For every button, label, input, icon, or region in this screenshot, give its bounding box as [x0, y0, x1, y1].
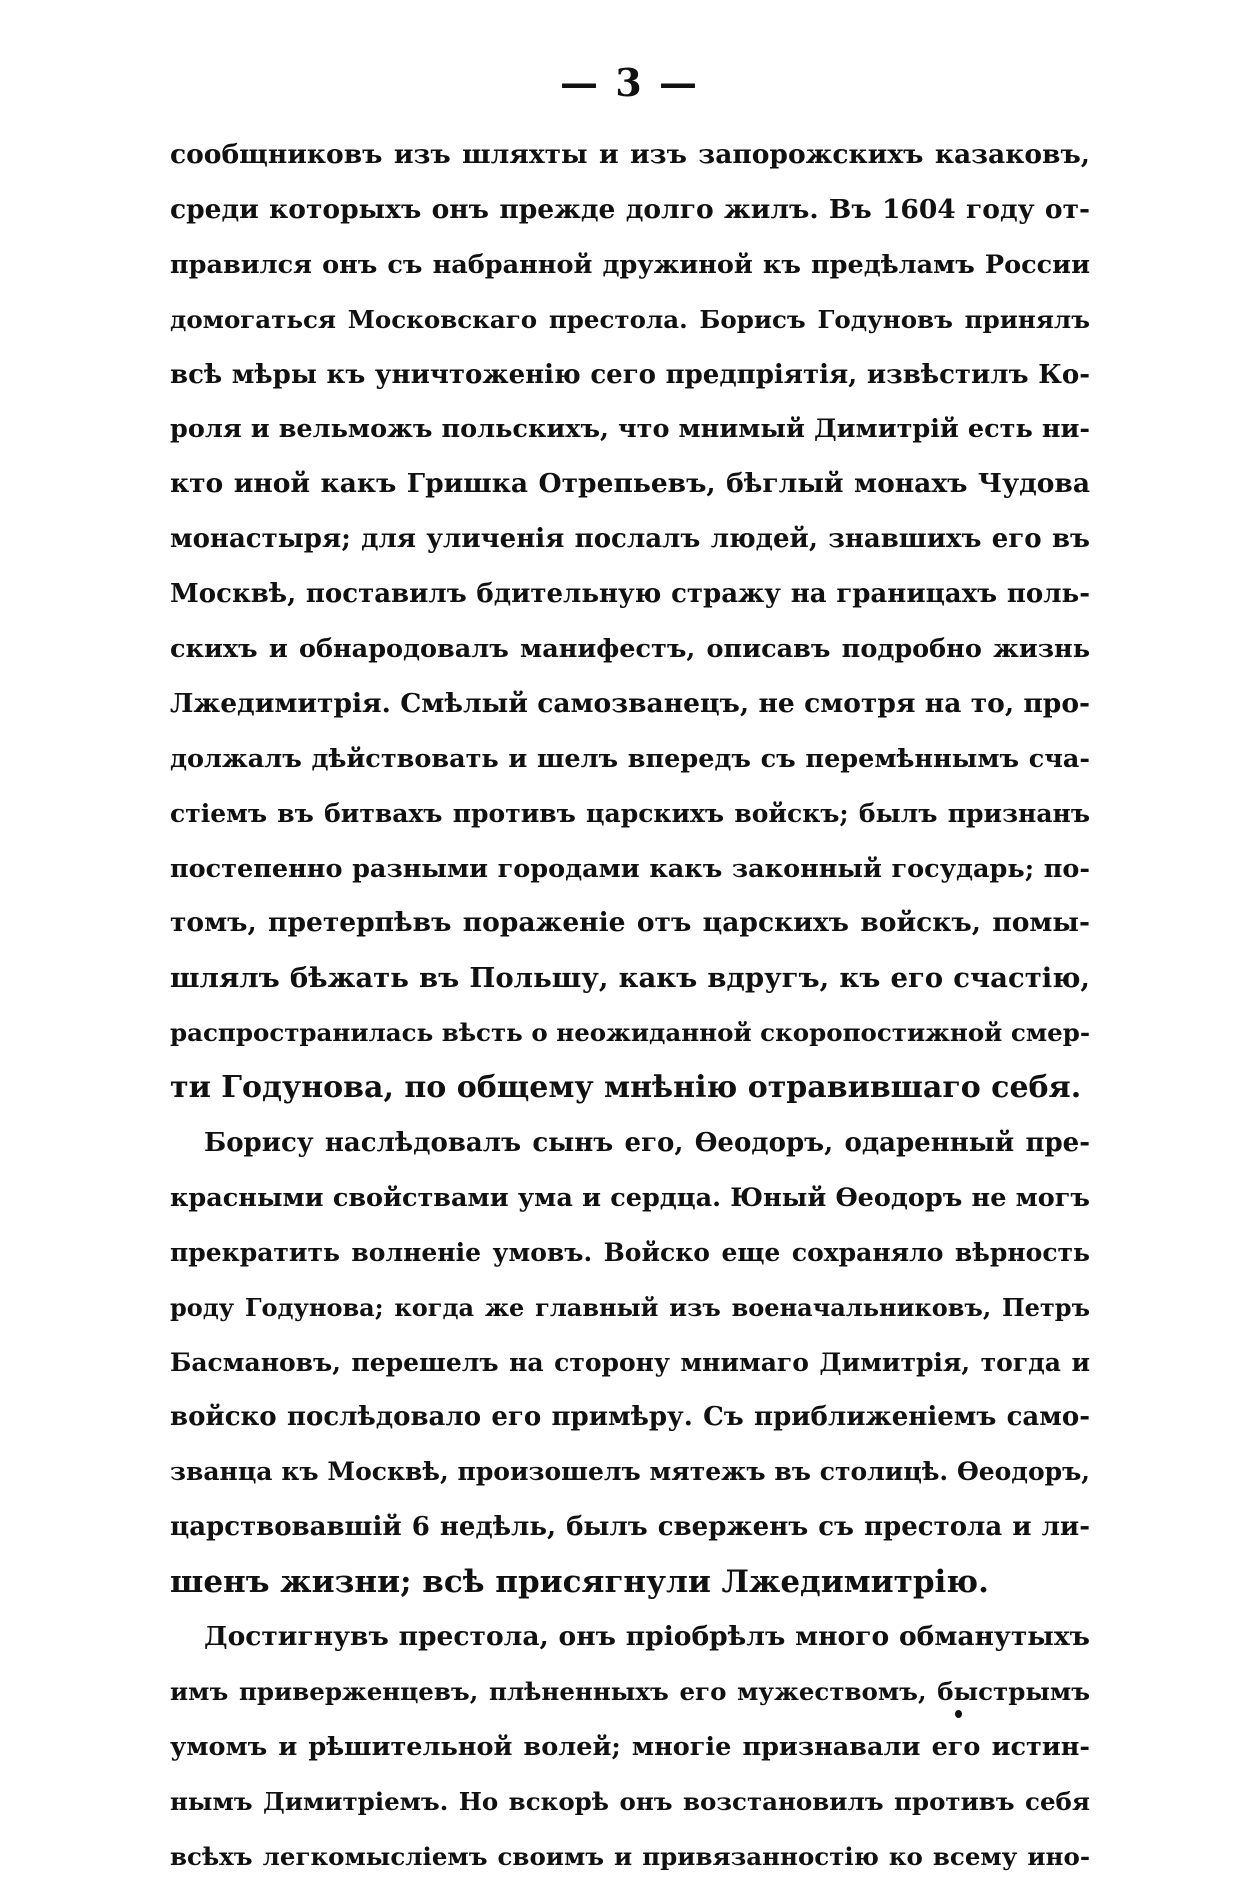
text-line: красными свойствами ума и сердца. Юный Ѳеодоръ не могъ: [170, 1182, 1090, 1213]
text-line: роля и вельможъ польскихъ, что мнимый Димитрiй есть ни-: [170, 414, 1090, 445]
text-line: Борису наслѣдовалъ сынъ его, Ѳеодоръ, одаренный пре-: [204, 1128, 1090, 1159]
text-line: монастыря; для уличенiя послалъ людей, знавшихъ его въ: [170, 524, 1090, 555]
text-line: всѣхъ легкомыслiемъ своимъ и привязанностiю ко всему ино-: [170, 1841, 1090, 1871]
text-line: должалъ дѣйствовать и шелъ впередъ съ перемѣннымъ сча-: [170, 743, 1090, 774]
text-line: званца къ Москвѣ, произошелъ мятежъ въ столицѣ. Ѳеодоръ,: [170, 1457, 1090, 1487]
text-line: всѣ мѣры къ уничтоженiю сего предпрiятiя, извѣстилъ Ко-: [170, 359, 1090, 390]
text-line: роду Годунова; когда же главный изъ военачальниковъ, Петръ: [170, 1292, 1090, 1322]
text-line: Лжедимитрiя. Смѣлый самозванецъ, не смотря на то, про-: [170, 687, 1090, 719]
text-line: скихъ и обнародовалъ манифестъ, описавъ подробно жизнь: [170, 634, 1090, 665]
text-line: Достигнувъ престола, онъ прiобрѣлъ много обманутыхъ: [204, 1621, 1090, 1653]
text-line: шенъ жизни; всѣ присягнули Лжедимитрiю.: [170, 1564, 989, 1601]
page-number: — 3 —: [560, 60, 699, 105]
text-line: домогаться Московскаго престола. Борисъ Годуновъ принялъ: [170, 304, 1090, 334]
text-line: царствовавшiй 6 недѣль, былъ сверженъ съ престола и ли-: [170, 1512, 1090, 1543]
text-line: имъ приверженцевъ, плѣненныхъ его мужествомъ, быстрымъ: [170, 1676, 1090, 1706]
text-line: правился онъ съ набранной дружиной къ предѣламъ России: [170, 249, 1090, 280]
text-line: прекратить волненiе умовъ. Войско еще сохраняло вѣрность: [170, 1237, 1090, 1267]
text-line: томъ, претерпѣвъ пораженiе отъ царскихъ войскъ, помы-: [170, 907, 1090, 939]
text-line: умомъ и рѣшительной волей; многiе признавали его истин-: [170, 1731, 1090, 1762]
text-line: Басмановъ, перешелъ на сторону мнимаго Димитрiя, тогда и: [170, 1347, 1090, 1377]
text-line: сообщниковъ изъ шляхты и изъ запорожскихъ казаковъ,: [170, 139, 1090, 170]
text-line: распространилась вѣсть о неожиданной скоропостижной смер-: [170, 1018, 1090, 1048]
text-line: нымъ Димитрiемъ. Но вскорѣ онъ возстановилъ противъ себя: [170, 1786, 1090, 1816]
text-line: войско послѣдовало его примѣру. Съ приближенiемъ само-: [170, 1402, 1090, 1433]
text-line: шлялъ бѣжать въ Польшу, какъ вдругъ, къ его счастiю,: [170, 962, 1090, 995]
text-line: Москвѣ, поставилъ бдительную стражу на границахъ поль-: [170, 579, 1090, 610]
text-line: стiемъ въ битвахъ противъ царскихъ войскъ; былъ признанъ: [170, 798, 1090, 828]
body-text: [170, 128, 1090, 1885]
text-line: постепенно разными городами какъ законный государь; по-: [170, 853, 1090, 884]
text-line: среди которыхъ онъ прежде долго жилъ. Въ 1604 году от-: [170, 193, 1090, 225]
ink-dot: [955, 1710, 962, 1718]
text-line: кто иной какъ Гришка Отрепьевъ, бѣглый монахъ Чудова: [170, 468, 1090, 500]
text-line: ти Годунова, по общему мнѣнiю отравившаго себя.: [170, 1070, 1082, 1106]
